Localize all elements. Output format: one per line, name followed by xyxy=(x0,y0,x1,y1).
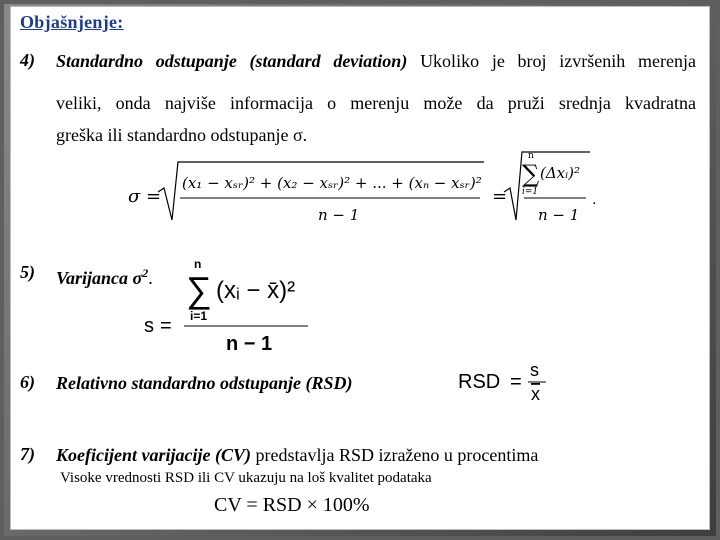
equals-sign-2: = xyxy=(492,186,508,207)
s-symbol: s xyxy=(144,315,154,337)
rsd-lhs: RSD xyxy=(458,371,501,393)
s-equals: = xyxy=(160,315,172,337)
rsd-equals: = xyxy=(510,371,522,393)
item-6-term: Relativno standardno odstupanje (RSD) xyxy=(56,373,353,393)
item-5-period: . xyxy=(148,268,153,288)
item-5-number: 5) xyxy=(20,262,35,282)
item-5-exponent: 2 xyxy=(142,266,149,280)
sigma-denominator-2: n − 1 xyxy=(538,206,580,224)
period: . xyxy=(592,192,597,208)
s-formula xyxy=(138,250,318,358)
sum-lower: i=1 xyxy=(522,187,539,197)
item-4-line-1 xyxy=(56,50,696,72)
item-7-line xyxy=(56,444,538,466)
item-4-number: 4) xyxy=(20,50,35,70)
item-5-term: Varijanca σ xyxy=(56,268,143,288)
rsd-denominator: x xyxy=(531,384,540,404)
s-sum-icon: ∑ xyxy=(186,269,212,310)
s-sum-lower: i=1 xyxy=(190,309,208,323)
item-4-term: Standardno odstupanje (standard deviation) xyxy=(56,51,408,71)
slide xyxy=(10,6,710,530)
item-7-number: 7) xyxy=(20,444,35,464)
heading: Objašnjenje: xyxy=(20,12,124,32)
sum-upper: n xyxy=(528,151,534,161)
s-term: (xᵢ − x̄)² xyxy=(216,277,296,304)
equals-sign: = xyxy=(146,186,162,207)
sum-term: (Δxᵢ)² xyxy=(540,164,581,182)
sigma-numerator: (x₁ − xₛᵣ)² + (x₂ − xₛᵣ)² + ... + (xₙ − xₛᵣ)² xyxy=(182,174,482,192)
sigma-symbol: σ xyxy=(128,186,141,207)
item-7-term: Koeficijent varijacije (CV) xyxy=(56,445,251,465)
sigma-formula xyxy=(120,144,600,226)
rsd-formula xyxy=(454,356,564,406)
item-7-text: predstavlja RSD izraženo u procentima xyxy=(250,445,539,465)
sum-icon: ∑ xyxy=(522,160,540,188)
s-denominator: n − 1 xyxy=(226,333,273,355)
item-4-text-1: Ukoliko je broj izvršenih merenja xyxy=(407,51,696,71)
cv-formula: CV = RSD × 100% xyxy=(214,494,370,516)
sigma-denominator: n − 1 xyxy=(318,206,360,224)
rsd-numerator: s xyxy=(530,360,539,380)
item-4-line-3: greška ili standardno odstupanje σ. xyxy=(56,125,308,145)
item-6-number: 6) xyxy=(20,372,35,392)
item-7-note: Visoke vrednosti RSD ili CV ukazuju na loš kvalitet podataka xyxy=(60,470,432,486)
s-sum-upper: n xyxy=(194,257,202,271)
item-4-line-2: veliki, onda najviše informacija o merenju može da pruži srednja kvadratna xyxy=(56,93,696,113)
